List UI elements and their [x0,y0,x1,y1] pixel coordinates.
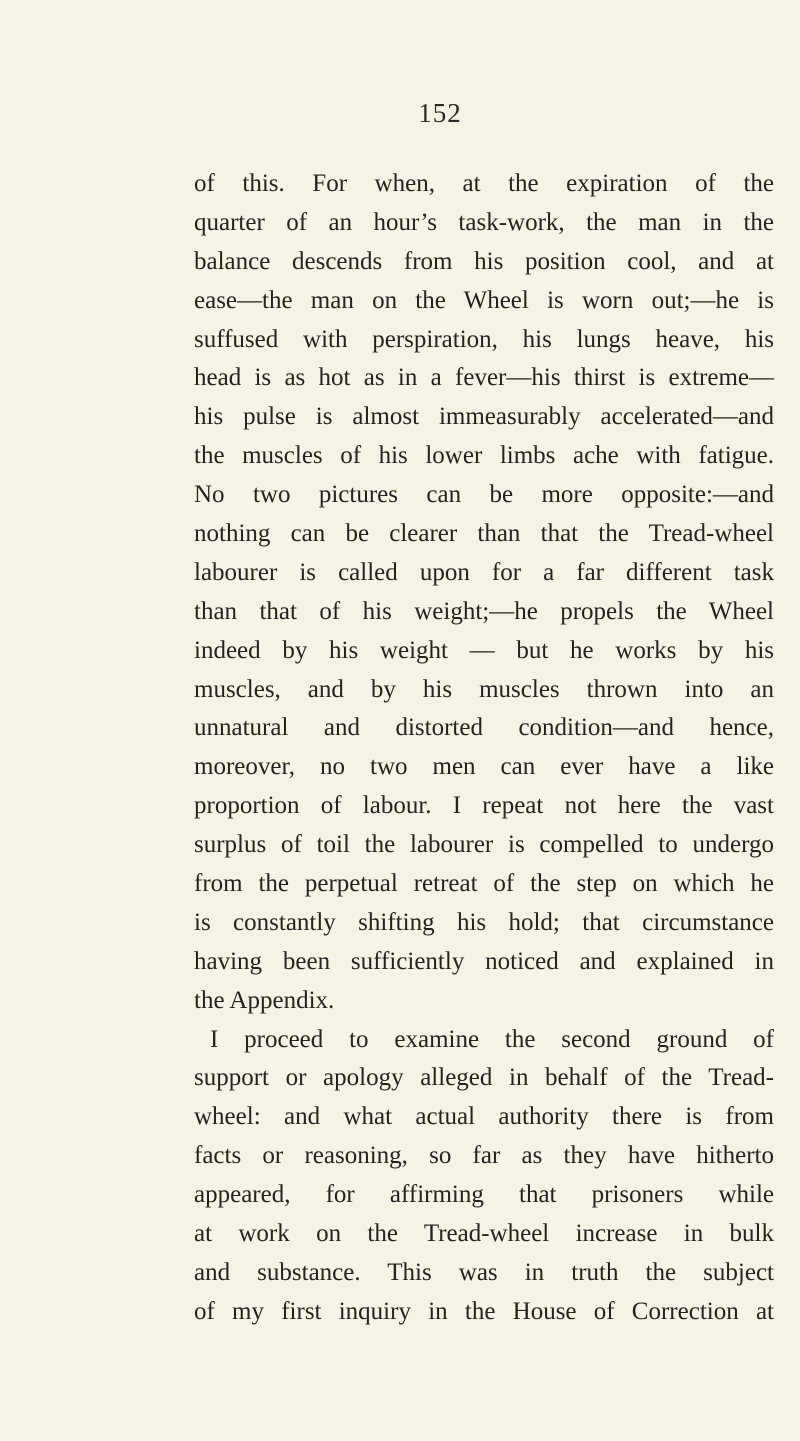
text-line: surplus of toil the labourer is compelled to undergo [194,831,774,859]
text-line: his pulse is almost immeasurably accelerated—and [194,403,774,431]
text-line: quarter of an hour’s task-work, the man in the [194,208,774,236]
text-line: than that of his weight;—he propels the Wheel [194,597,774,625]
text-line: appeared, for affirming that prisoners while [194,1181,774,1209]
text-line: indeed by his weight — but he works by his [194,636,774,664]
body-text [194,165,774,1332]
text-line: the muscles of his lower limbs ache with fatigue. [194,442,774,470]
text-line: and substance. This was in truth the subject [194,1258,774,1286]
text-line: moreover, no two men can ever have a like [194,753,774,781]
text-line: support or apology alleged in behalf of the Tread- [194,1064,774,1092]
text-line: unnatural and distorted condition—and hence, [194,714,774,742]
text-line: having been sufficiently noticed and explained in [194,947,774,975]
text-line: of my first inquiry in the House of Correction at [194,1297,774,1325]
text-line: nothing can be clearer than that the Tread-wheel [194,520,774,548]
text-line: wheel: and what actual authority there is from [194,1103,774,1131]
text-line: suffused with perspiration, his lungs heave, his [194,325,774,353]
paragraph-start-line: I proceed to examine the second ground of [210,1025,774,1053]
text-line: at work on the Tread-wheel increase in bulk [194,1220,774,1248]
page-number: 152 [418,98,462,128]
text-line: is constantly shifting his hold; that circumstance [194,908,774,936]
text-line: of this. For when, at the expiration of the [194,170,774,197]
text-line: proportion of labour. I repeat not here the vast [194,792,774,820]
text-line: ease—the man on the Wheel is worn out;—he is [194,286,774,314]
paragraph-end-line: the Appendix. [194,986,335,1014]
text-line: from the perpetual retreat of the step on which he [194,870,774,898]
text-line: facts or reasoning, so far as they have hitherto [194,1142,774,1170]
text-line: No two pictures can be more opposite:—and [194,481,774,509]
text-line: head is as hot as in a fever—his thirst is extreme— [194,364,774,392]
text-line: balance descends from his position cool, and at [194,247,774,275]
text-line: labourer is called upon for a far different task [194,558,774,586]
text-line: muscles, and by his muscles thrown into an [194,675,774,703]
